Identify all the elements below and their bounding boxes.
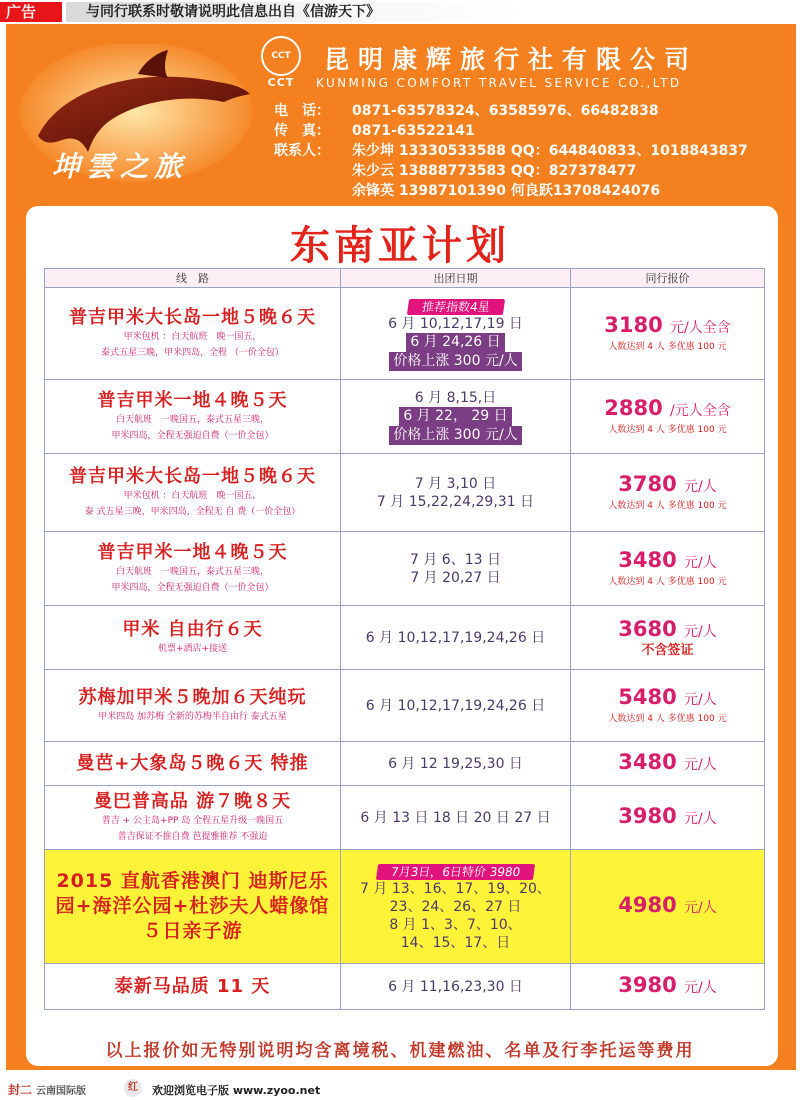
table-row [45, 454, 765, 532]
route-desc: 甲米四岛 加苏梅 全新的苏梅半自由行 泰式五星 [98, 711, 287, 722]
fax-value: 0871-63522141 [352, 123, 475, 139]
price-value: 3680 [618, 617, 677, 641]
price-unit: 元/人 [684, 900, 717, 916]
route-desc: 泰 式五星三晚，甲米四岛，全程无 自 费（一价全包） [84, 506, 301, 517]
cct-label: CCT [267, 76, 295, 89]
dates-cell [341, 380, 571, 454]
dates-cell [341, 670, 571, 742]
price-note: 不含签证 [641, 643, 694, 658]
route-name: 苏梅加甲米５晚加６天纯玩 [78, 686, 307, 708]
col-header-route: 线 路 [45, 269, 341, 288]
route-desc: 甲米四岛，全程无强迫自费（一价全包） [111, 430, 274, 441]
route-desc: 普吉保证不推自费 芭提雅推荐 不强迫 [117, 831, 268, 842]
price-cell [571, 670, 765, 742]
price-unit: 元/人全含 [670, 320, 731, 336]
price-value: 4980 [618, 893, 677, 917]
dates-cell [341, 532, 571, 606]
dates-cell [341, 742, 571, 786]
route-cell [45, 964, 341, 1010]
price-note: 人数达到 4 人 多优惠 100 元 [608, 577, 727, 587]
price [571, 750, 764, 777]
price-value: 3980 [618, 804, 677, 828]
price-unit: /元人全含 [670, 403, 731, 419]
price-value: 3480 [618, 750, 677, 774]
departure-date: 8 月 1、3、7、10、 [389, 917, 522, 933]
price-note: 人数达到 4 人 多优惠 100 元 [608, 714, 727, 724]
price-unit: 元/人 [684, 692, 717, 708]
route-desc: 甲米四岛，全程无强迫自费（一价全包） [111, 582, 274, 593]
price [571, 617, 764, 644]
price-note: 人数达到 4 人 多优惠 100 元 [608, 425, 727, 435]
route-name: 2015 直航香港澳门 迪斯尼乐园+海洋公园+杜莎夫人蜡像馆５日亲子游 [55, 870, 330, 942]
price-unit: 元/人 [684, 811, 717, 827]
route-name: 普吉甲米大长岛一地５晚６天 [69, 306, 316, 328]
company-name-en: KUNMING COMFORT TRAVEL SERVICE CO.,LTD [316, 76, 682, 90]
route-name: 曼巴普高品 游７晚８天 [93, 790, 292, 812]
price-cell [571, 532, 765, 606]
cct-badge [258, 36, 304, 89]
dates-cell [341, 850, 571, 964]
ad-notice: 与同行联系时敬请说明此信息出自《信游天下》 [66, 2, 526, 22]
route-desc: 白天航班 一晚国五，泰式五星三晚， [115, 566, 269, 577]
route-cell [45, 532, 341, 606]
route-desc: 机票+酒店+接送 [157, 643, 228, 654]
tour-table [44, 268, 765, 1010]
route-name: 普吉甲米大长岛一地５晚６天 [69, 465, 316, 487]
price-value: 3780 [618, 472, 677, 496]
price [571, 973, 764, 1000]
promo-badge: 7月3日，6日特价 3980 [376, 864, 536, 880]
departure-date: 7 月 6、13 日 [410, 551, 501, 568]
price-value: 3980 [618, 973, 677, 997]
route-desc: 普吉 + 公主岛+PP 岛 全程五星升级一晚国五 [101, 815, 284, 826]
price-value: 3480 [618, 548, 677, 572]
phone-value: 0871-63578324、63585976、66482838 [352, 103, 659, 119]
route-desc: 甲米包机 ：白天航班 晚一国五， [123, 331, 262, 342]
departure-date: 7 月 15,22,24,29,31 日 [376, 493, 535, 510]
table-row [45, 606, 765, 670]
price-unit: 元/人 [684, 479, 717, 495]
price [571, 548, 764, 575]
contact-line-2 [274, 160, 636, 180]
price-cell [571, 742, 765, 786]
dates-cell [341, 454, 571, 532]
route-name: 甲米 自由行６天 [122, 618, 263, 640]
contact-3: 余锋英 13987101390 何良跃13708424076 [352, 183, 661, 199]
route-desc: 白天航班 一晚国五，泰式五星三晚， [115, 414, 269, 425]
price-cell [571, 380, 765, 454]
departure-date: 23、24、26、27 日 [389, 899, 522, 915]
price [571, 685, 764, 712]
price-note: 人数达到 4 人 多优惠 100 元 [608, 501, 727, 511]
phone-line [274, 100, 659, 120]
table-row [45, 850, 765, 964]
logo-text: 坤雲之旅 [52, 150, 189, 183]
col-header-dates: 出团日期 [341, 269, 571, 288]
route-desc: 泰式五星三晚，甲米四岛，全程 （一价全包） [101, 347, 284, 358]
company-header [6, 24, 796, 206]
price [571, 472, 764, 499]
price-cell [571, 850, 765, 964]
route-cell [45, 606, 341, 670]
red-logo-icon: 红 [124, 1079, 142, 1097]
route-cell [45, 742, 341, 786]
departure-date: 6 月 12 19,25,30 日 [388, 755, 523, 772]
departure-date: 6 月 10,12,17,19,24,26 日 [365, 629, 546, 646]
contact-2: 朱少云 13888773583 QQ：827378477 [352, 163, 637, 179]
route-cell [45, 380, 341, 454]
departure-date: 7 月 13、16、17、19、20、 [360, 881, 551, 897]
price [571, 313, 764, 340]
price [571, 804, 764, 831]
departure-date: 7 月 3,10 日 [414, 475, 497, 492]
price-value: 5480 [618, 685, 677, 709]
table-row [45, 670, 765, 742]
col-header-price: 同行报价 [571, 269, 765, 288]
departure-date: 6 月 10,12,17,19 日 [388, 316, 523, 332]
departure-date: 6 月 13 日 18 日 20 日 27 日 [360, 809, 551, 826]
cct-circle-icon: CCT [261, 36, 301, 76]
dates-cell [341, 964, 571, 1010]
website-link[interactable]: 欢迎浏览电子版 www.zyoo.net [152, 1084, 321, 1097]
price-note: 人数达到 4 人 多优惠 100 元 [608, 342, 727, 352]
contact-label: 联系人： [274, 143, 330, 159]
table-row [45, 288, 765, 380]
price-value: 2880 [604, 396, 663, 420]
price [571, 893, 764, 920]
edition-label: 云南国际版 [36, 1086, 87, 1097]
price-unit: 元/人 [684, 757, 717, 773]
price-cell [571, 454, 765, 532]
page-number: 封二 [8, 1083, 33, 1097]
price-cell [571, 288, 765, 380]
route-cell [45, 786, 341, 850]
departure-date: 6 月 10,12,17,19,24,26 日 [365, 697, 546, 714]
dates-cell [341, 606, 571, 670]
highlight-date: 6 月 24,26 日 [406, 333, 504, 352]
dates-cell [341, 786, 571, 850]
dates-cell [341, 288, 571, 380]
departure-date: 7 月 20,27 日 [410, 569, 501, 586]
route-cell [45, 288, 341, 380]
table-row [45, 964, 765, 1010]
ad-label: 广告 [0, 2, 62, 22]
price-unit: 元/人 [684, 980, 717, 996]
route-name: 普吉甲米一地４晚５天 [97, 541, 288, 563]
table-row [45, 786, 765, 850]
price-value: 3180 [604, 313, 663, 337]
contact-1: 朱少坤 13330533588 QQ：644840833、1018843837 [352, 143, 748, 159]
phone-label: 电 话： [274, 103, 330, 119]
contact-line-3 [274, 180, 660, 200]
company-name-cn: 昆明康辉旅行社有限公司 [324, 45, 699, 74]
bottom-bar [0, 1078, 800, 1100]
route-cell [45, 670, 341, 742]
route-name: 泰新马品质 11 天 [114, 975, 271, 997]
route-name: 普吉甲米一地４晚５天 [97, 389, 288, 411]
promo-badge: 推荐指数4星 [407, 299, 505, 315]
price-cell [571, 606, 765, 670]
table-row [45, 742, 765, 786]
footer-note: 以上报价如无特别说明均含离境税、机建燃油、名单及行李托运等费用 [105, 1041, 695, 1061]
price-cell [571, 964, 765, 1010]
fax-label: 传 真： [274, 123, 330, 139]
highlight-date: 6 月 22， 29 日 [399, 407, 511, 426]
dolphin-logo [18, 44, 254, 194]
route-cell [45, 454, 341, 532]
departure-date: 14、15、17、日 [400, 935, 511, 951]
departure-date: 6 月 11,16,23,30 日 [388, 978, 523, 995]
highlight-date: 价格上涨 300 元/人 [389, 426, 521, 445]
table-row [45, 380, 765, 454]
route-name: 曼芭+大象岛５晚６天 特推 [76, 752, 309, 774]
route-cell [45, 850, 341, 964]
page-label [8, 1081, 86, 1098]
price-unit: 元/人 [684, 555, 717, 571]
price-unit: 元/人 [684, 624, 717, 640]
price [571, 396, 764, 423]
highlight-date: 价格上涨 300 元/人 [389, 352, 521, 371]
top-bar [0, 0, 800, 22]
fax-line [274, 120, 475, 140]
price-cell [571, 786, 765, 850]
page-title: 东南亚计划 [290, 223, 510, 269]
contact-line-1 [274, 140, 748, 160]
table-row [45, 532, 765, 606]
departure-date: 6 月 8,15,日 [414, 389, 497, 406]
route-desc: 甲米包机 ：白天航班 晚一国五， [123, 490, 262, 501]
